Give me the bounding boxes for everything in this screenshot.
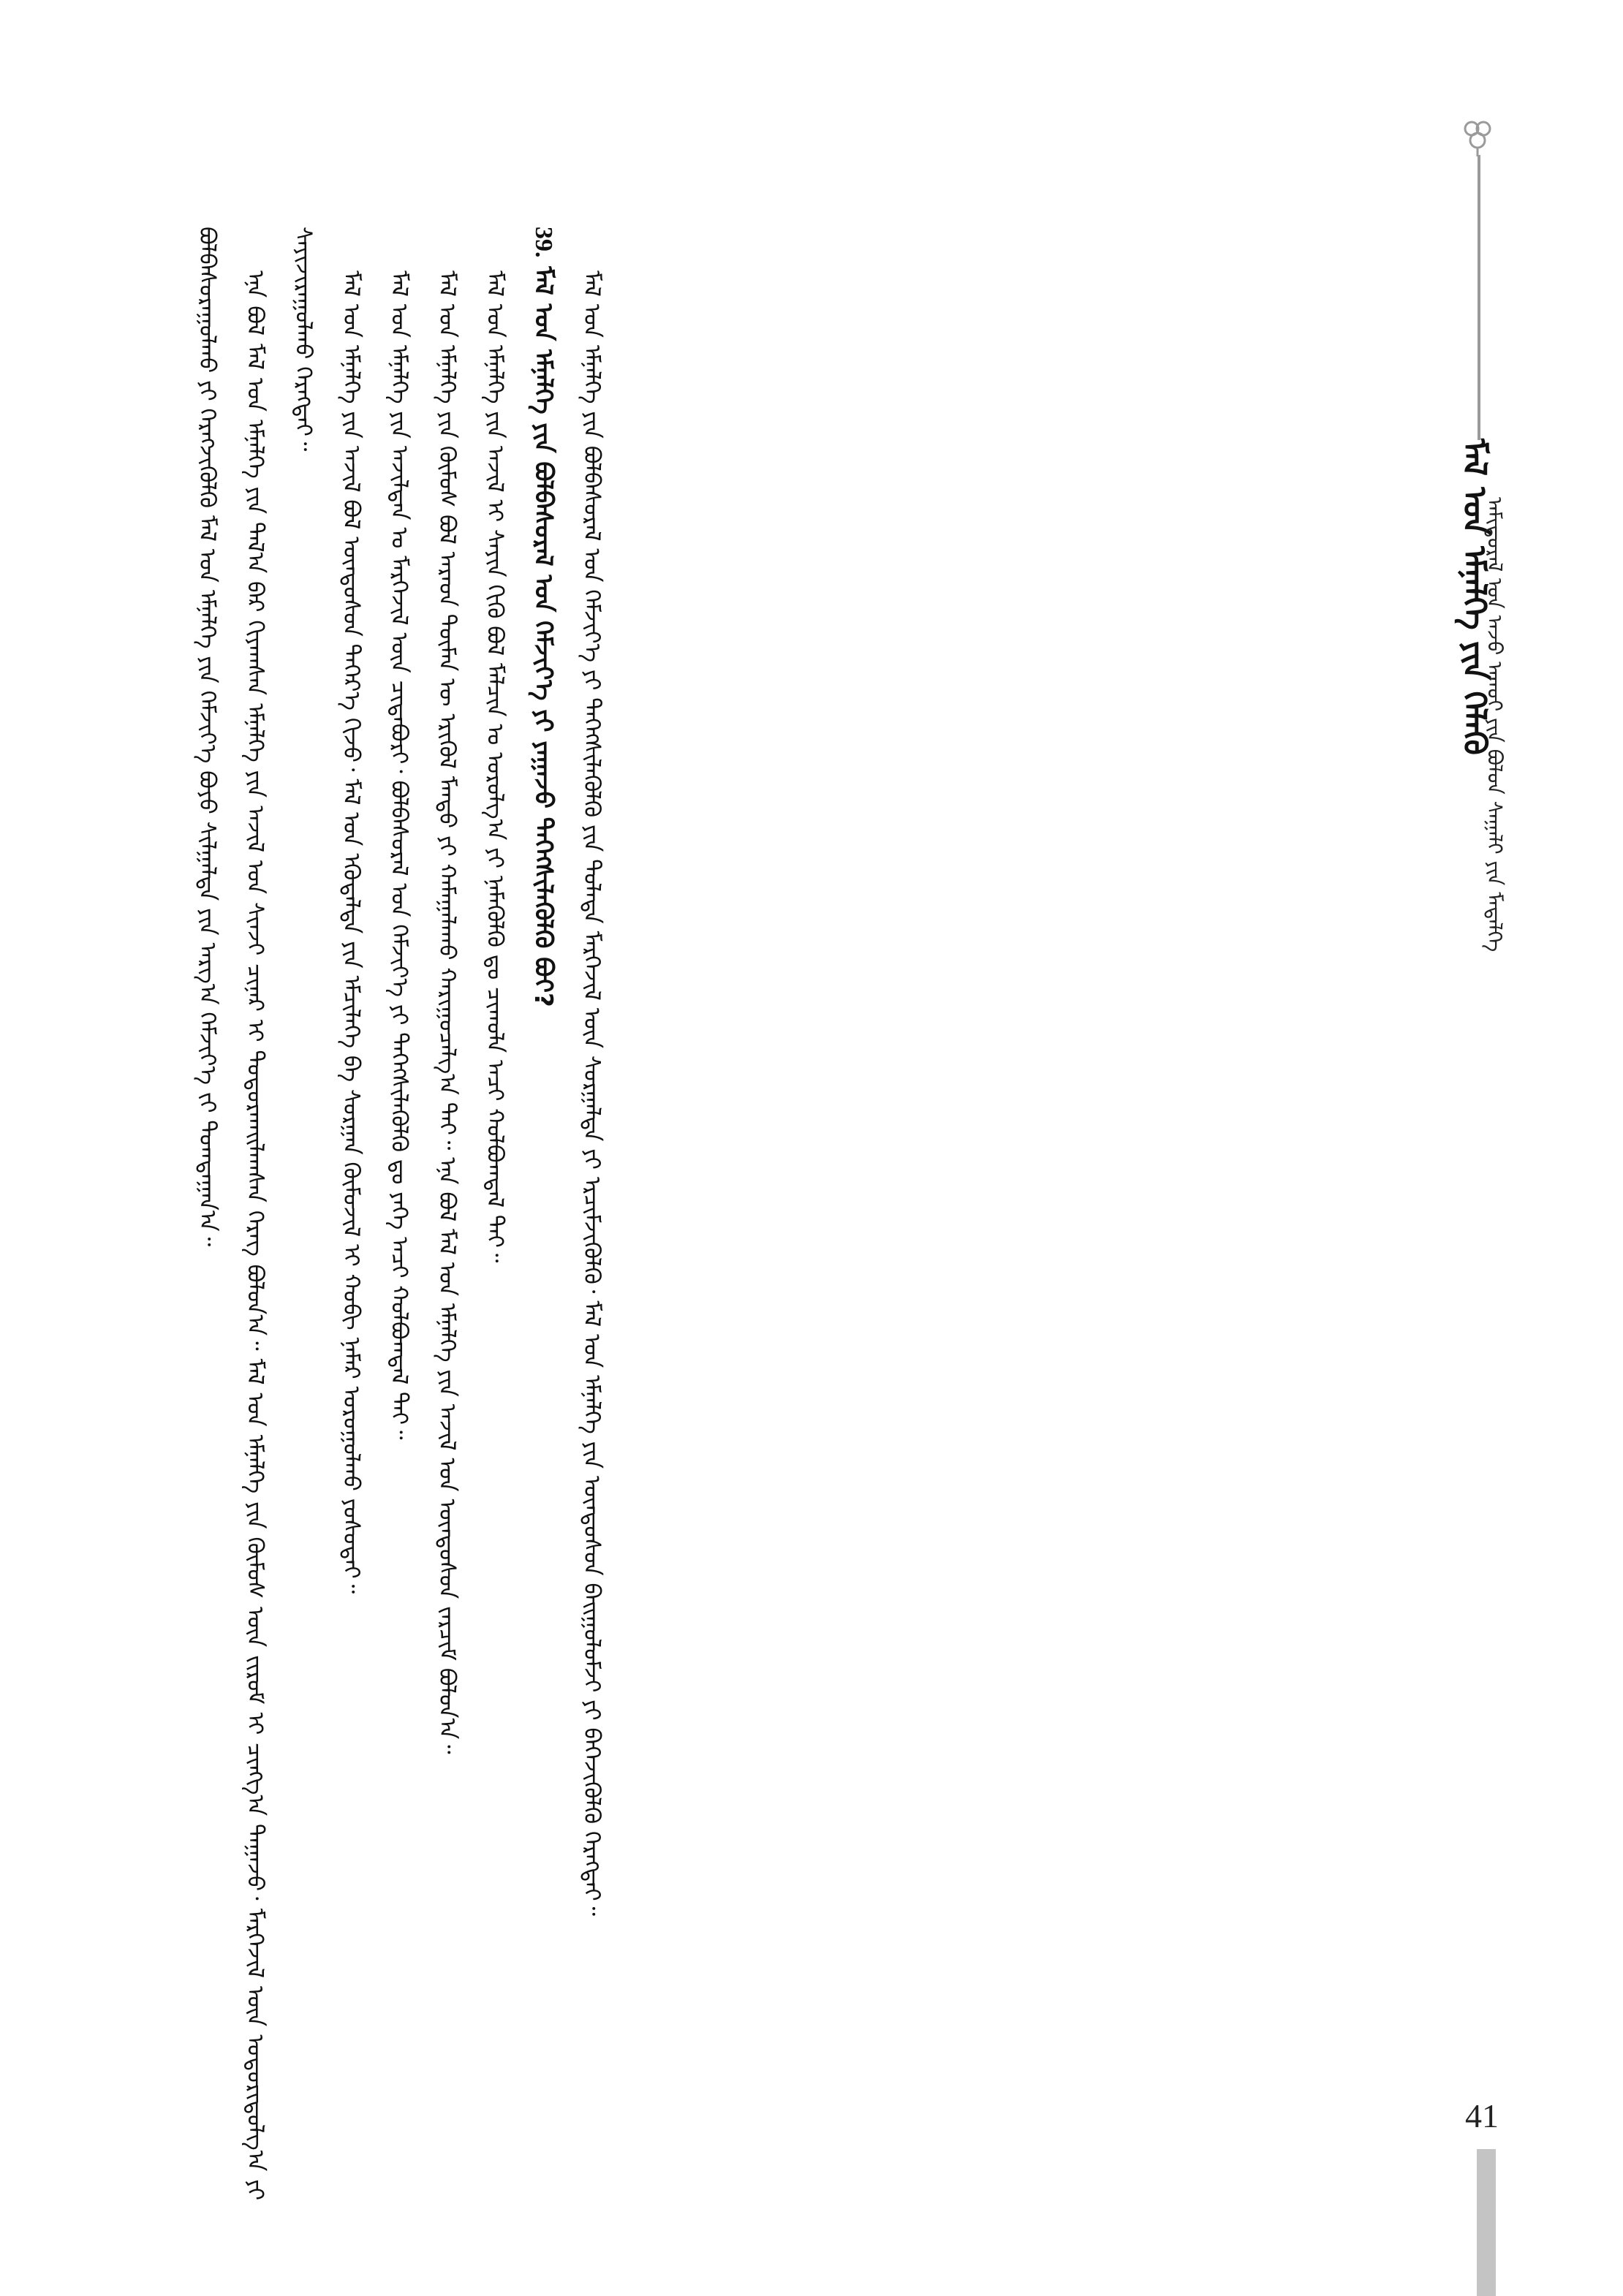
paragraph-4: ᠮᠠᠯ ᠤᠨ ᠡᠮᠨᠡᠯᠭᠡ ᠶᠢᠨ ᠠᠵᠢᠯᠲᠠᠨ ᠤ ᠮᠡᠷᠭᠡᠵᠢᠯ ᠦᠨ ᠴᠢᠳᠠᠪᠤᠷᠢ᠂ ᠪᠣᠯᠪᠠᠰᠤᠷᠠᠯ ᠤᠨ ᠬᠡᠮᠵᠢᠶ᠎ᠡ ᠶᠢ ᠳᠡᠭᠡᠭᠰᠢᠯᠡᠭᠦᠯᠬᠦ ᠳᠤ ᠶᠡᠬᠡ ᠠᠴᠢ ᠬᠣᠯᠪᠣᠭᠳᠠᠯ ᠲᠠᠢ᠃ [385, 270, 412, 1440]
paragraph-2: ᠡᠨᠡ ᠪᠣᠯ ᠮᠠᠯ ᠤᠨ ᠡᠮᠨᠡᠯᠭᠡ ᠶᠢᠨ ᠲᠠᠯ᠎ᠠ ᠪᠠᠷ ᠬᠢᠶᠠᠭᠰᠠᠨ ᠡᠮᠨᠡᠯᠭᠡ ᠶᠢᠨ ᠠᠵᠢᠯ ᠤᠨ ᠰᠢᠨᠵᠢ ᠴᠢᠨᠠᠷ ᠢ ᠲᠣᠳᠤᠷᠬᠠᠢᠯᠠᠭᠰᠠᠨ ᠬᠡᠷᠡᠭ ᠪᠣᠯᠤᠨ᠎ᠠ᠃ ᠮᠠᠯ ᠤᠨ ᠡᠮᠨᠡᠯᠭᠡ ᠶᠢᠨ ᠬᠦᠮᠦᠰ ᠦᠨ ᠵᠢᠷᠤᠮ ᠢ ᠴᠢᠩᠭ᠎ᠠ ᠳᠠᠭᠠᠵᠤ᠂ ᠮᠡᠷᠭᠡᠵᠢᠯ ᠦᠨ ᠤᠳᠤᠷᠢᠳᠤᠯᠭ᠎ᠠ ᠶᠢ ᠰᠠᠶᠢᠵᠢᠷᠠᠭᠤᠯᠬᠤ ᠬᠡᠷᠡᠭᠲᠡᠢ᠃ [242, 227, 317, 2200]
answer-paragraph-1: ᠮᠠᠯ ᠤᠨ ᠡᠮᠨᠡᠯᠭᠡ ᠶᠢᠨ ᠪᠣᠯᠪᠠᠰᠤᠷᠠᠯ ᠤᠨ ᠬᠡᠮᠵᠢᠶ᠎ᠡ ᠶᠢ ᠳᠡᠭᠡᠭᠰᠢᠯᠡᠭᠦᠯᠬᠦ ᠶᠢᠨ ᠲᠤᠯᠠᠳᠠ ᠮᠡᠷᠭᠡᠵᠢᠯ ᠦᠨ ᠰᠤᠷᠭᠠᠯᠲᠠ ᠶᠢ ᠡᠷᠴᠢᠮᠵᠢᠬᠦᠯᠬᠦ᠂ ᠮᠠᠯ ᠤᠨ ᠡᠮᠨᠡᠯᠭᠡ ᠶᠢᠨ ᠦᠨᠳᠦᠰᠦᠨ ᠪᠠᠢᠭᠤᠯᠤᠮᠵᠢ ᠶᠢ ᠪᠡᠬᠡᠵᠢᠭᠦᠯᠬᠦ ᠬᠡᠷᠡᠭᠲᠡᠢ᠃ [578, 270, 605, 1917]
header-rule [1478, 155, 1480, 440]
paragraph-6: ᠮᠠᠯ ᠤᠨ ᠡᠮᠨᠡᠯᠭᠡ ᠶᠢᠨ ᠠᠵᠢᠯ ᠢ ᠰᠠᠶᠢᠨ ᠬᠢᠬᠦ ᠪᠣᠯ ᠮᠠᠯᠴᠢᠨ ᠤ ᠣᠷᠣᠯᠭ᠎ᠠ ᠶᠢ ᠨᠡᠮᠡᠭᠦᠯᠬᠦ ᠳᠤ ᠴᠢᠬᠤᠯᠠ ᠠᠴᠢ ᠬᠣᠯᠪᠣᠭᠳᠠᠯ ᠲᠠᠢ᠃ [482, 270, 509, 1263]
paragraph-5: ᠮᠠᠯ ᠤᠨ ᠡᠮᠨᠡᠯᠭᠡ ᠶᠢᠨ ᠬᠦᠮᠦᠰ ᠪᠣᠯ ᠠᠷᠠᠳ ᠲᠦᠮᠡᠨ ᠦ ᠡᠷᠢᠭᠦᠯ ᠮᠡᠨᠳᠦ ᠶᠢ ᠬᠠᠮᠠᠭᠠᠯᠠᠬᠤ ᠬᠠᠷᠢᠭᠤᠴᠠᠯᠭ᠎ᠠ ᠲᠠᠢ᠃ ᠡᠨᠡ ᠪᠣᠯ ᠮᠠᠯ ᠤᠨ ᠡᠮᠨᠡᠯᠭᠡ ᠶᠢᠨ ᠠᠵᠢᠯ ᠤᠨ ᠦᠨᠳᠦᠰᠦᠨ ᠵᠠᠷᠴᠢᠮ ᠪᠣᠯᠤᠨ᠎ᠠ᠃ [434, 270, 461, 1754]
question-heading [518, 227, 567, 2200]
page-edge-tab [1477, 2149, 1496, 2296]
question-number: 39. [529, 227, 557, 258]
header-ornament-icon [1457, 115, 1498, 156]
running-header-title: ᠮᠠᠯ ᠤᠨ ᠡᠮᠨᠡᠯᠭᠡ ᠶᠢᠨ ᠬᠡᠯᠡᠬᠦ [1456, 439, 1493, 755]
page-number: 41 [1465, 2097, 1499, 2134]
body-text [183, 227, 1396, 2200]
running-header-subtitle: ᠠᠮᠢᠳᠤᠷᠠᠯ ᠤᠨ ᠠᠵᠤ ᠠᠬᠤᠢ ᠶᠢᠨ ᠪᠣᠯᠤᠨ ᠰᠠᠭᠠᠯᠢ ᠶᠢᠨ ᠮᠡᠳᠡᠯᠭᠡ [1483, 497, 1507, 952]
paragraph-1: ᠪᠣᠯᠪᠠᠰᠤᠷᠠᠭᠤᠯᠬᠤ ᠶᠢ ᠬᠡᠷᠡᠭᠵᠢᠭᠦᠯᠬᠦ ᠮᠠᠯ ᠤᠨ ᠡᠮᠨᠡᠯᠭᠡ ᠶᠢᠨ ᠬᠡᠮᠵᠢᠶ᠎ᠡ ᠪᠤᠶᠤ ᠰᠢᠯᠭᠠᠯᠲᠠ ᠶᠢᠨ ᠠᠷᠭ᠎ᠠ ᠬᠡᠮᠵᠢᠶ᠎ᠡ ᠵᠢ ᠲᠣᠭᠲᠠᠭᠠᠨ᠎ᠠ᠃ [194, 227, 221, 1247]
paragraph-3: ᠮᠠᠯ ᠤᠨ ᠡᠮᠨᠡᠯᠭᠡ ᠶᠢᠨ ᠠᠵᠢᠯ ᠪᠣᠯ ᠦᠨᠳᠦᠰᠦᠨ ᠳᠡᠭᠡᠷ᠎ᠡ ᠬᠢᠵᠦ᠂ ᠮᠠᠯ ᠤᠨ ᠡᠭᠦᠳᠡᠯᠲᠡ ᠶᠢᠨ ᠡᠮᠴᠢᠯᠡᠭᠡ ᠪᠠ ᠰᠤᠷᠭᠠᠨ ᠬᠦᠮᠦᠵᠢᠯ ᠢ ᠬᠤᠪᠢ ᠨᠡᠮᠡᠷ ᠤᠷᠤᠭᠤᠯᠬᠤ ᠶᠤᠰᠤᠲᠠᠢ᠃ [338, 270, 365, 1594]
question-text: ᠮᠠᠯ ᠤᠨ ᠡᠮᠨᠡᠯᠭᠡ ᠶᠢᠨ ᠪᠣᠯᠪᠠᠰᠤᠷᠠᠯ ᠤᠨ ᠬᠡᠮᠵᠢᠶ᠎ᠡ ᠶᠢ ᠶᠠᠭᠠᠵᠤ ᠳᠡᠭᠡᠭᠰᠢᠯᠡᠭᠦᠯᠬᠦ ᠪᠤᠢ? [528, 266, 558, 1007]
